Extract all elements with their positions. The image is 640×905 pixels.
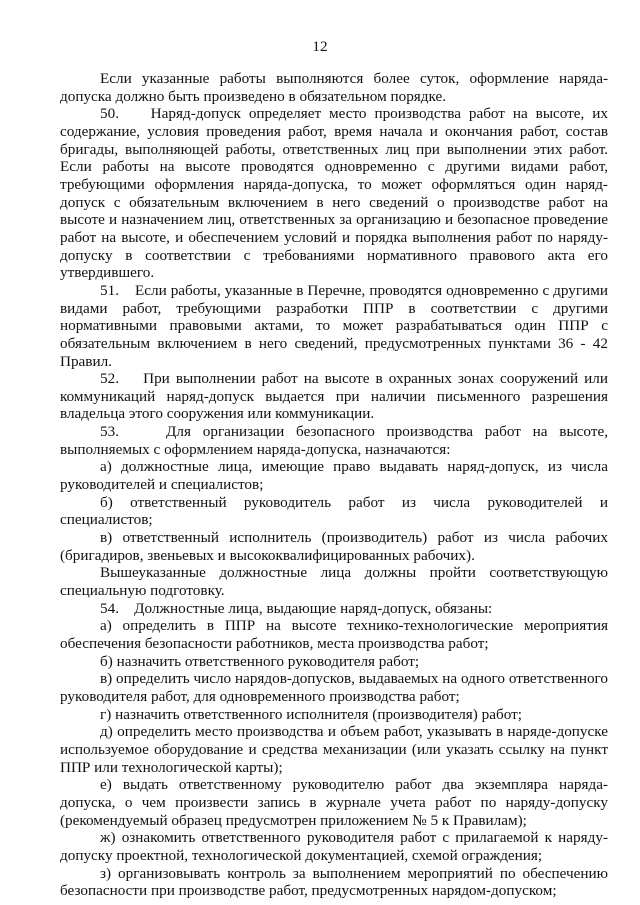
paragraph-53-v: в) ответственный исполнитель (производитель) работ из числа рабочих (бригадиров, звеньевых и высококвалифицированных рабочих). xyxy=(60,529,608,564)
paragraph-53-note: Вышеуказанные должностные лица должны пройти соответствующую специальную подготовку. xyxy=(60,564,608,600)
paragraph-53-b: б) ответственный руководитель работ из числа руководителей и специалистов; xyxy=(60,493,608,529)
paragraph-continuation: Если указанные работы выполняются более суток, оформление наряда-допуска должно быть произведено в обязательном порядке. xyxy=(60,70,608,105)
paragraph-51: 51. Если работы, указанные в Перечне, проводятся одновременно с другими видами работ, требующими разработки ППР в соответствии с другими нормативными правовыми актами, то может разрабатываться один ППР с обязательным включением в него сведений, предусмотренных пунктами 36 - 42 Правил. xyxy=(60,281,608,370)
paragraph-53-a: а) должностные лица, имеющие право выдавать наряд-допуск, из числа руководителей и специалистов; xyxy=(60,458,608,494)
paragraph-52: 52. При выполнении работ на высоте в охранных зонах сооружений или коммуникаций наряд-допуск выдается при наличии письменного разрешения владельца этого сооружения или коммуникации. xyxy=(60,370,608,423)
paragraph-50: 50. Наряд-допуск определяет место производства работ на высоте, их содержание, условия проведения работ, время начала и окончания работ, состав бригады, выполняющей работы, ответственных лиц при выполнении этих работ. Если работы на высоте проводятся одновременно с другими видами работ, требующими оформления наряда-допуска, то может оформляться один наряд-допуск с обязательным включением в него сведений о производстве работ на высоте и назначением лиц, ответственных за организацию и безопасное проведение работ на высоте, и обеспечением условий и порядка выполнения работ по наряду-допуску в соответствии с требованиями нормативного правового акта его утвердившего. xyxy=(60,105,608,282)
document-body xyxy=(60,70,608,900)
paragraph-53: 53. Для организации безопасного производства работ на высоте, выполняемых с оформлением наряда-допуска, назначаются: xyxy=(60,423,608,458)
paragraph-54-b: б) назначить ответственного руководителя работ; xyxy=(100,652,420,670)
paragraph-54-zh: ж) ознакомить ответственного руководителя работ с прилагаемой к наряду-допуску проектной, технологической документацией, схемой ограждения; xyxy=(60,829,608,864)
paragraph-54-z: з) организовывать контроль за выполнением мероприятий по обеспечению безопасности при производстве работ, предусмотренных нарядом-допуском; xyxy=(60,864,608,900)
paragraph-54-g: г) назначить ответственного исполнителя (производителя) работ; xyxy=(100,705,522,723)
paragraph-54-e: е) выдать ответственному руководителю работ два экземпляра наряда-допуска, о чем произвести запись в журнале учета работ по наряду-допуску (рекомендуемый образец предусмотрен приложением № 5 к Правилам); xyxy=(60,776,608,829)
paragraph-54: 54. Должностные лица, выдающие наряд-допуск, обязаны: xyxy=(100,599,493,617)
paragraph-54-a: а) определить в ППР на высоте технико-технологические мероприятия обеспечения безопасности работников, места производства работ; xyxy=(60,617,608,652)
paragraph-54-d: д) определить место производства и объем работ, указывать в наряде-допуске используемое оборудование и средства механизации (или указать ссылку на пункт ППР или технологической карты); xyxy=(60,723,608,776)
page-number: 12 xyxy=(312,38,328,55)
paragraph-54-v: в) определить число нарядов-допусков, выдаваемых на одного ответственного руководителя работ, для одновременного производства работ; xyxy=(60,670,608,705)
